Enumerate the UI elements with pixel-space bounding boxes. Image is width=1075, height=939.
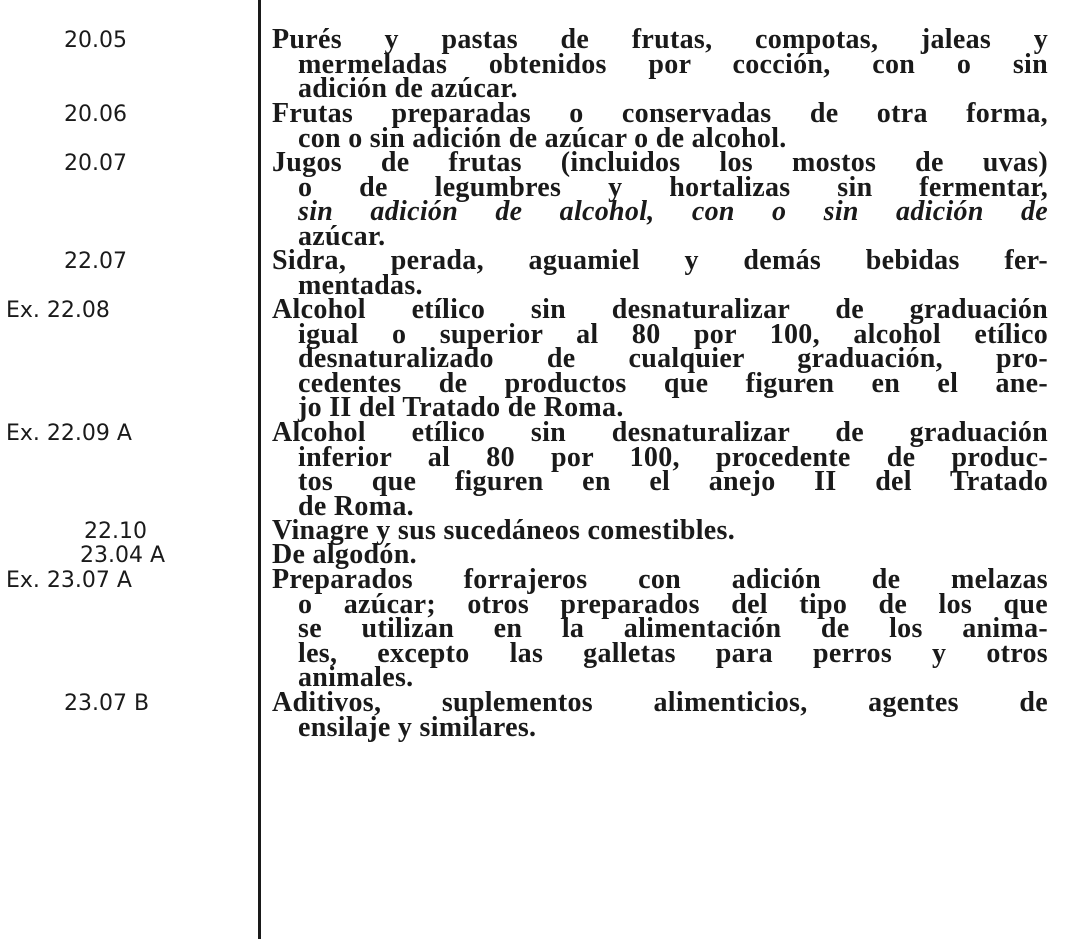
description-line: cedentes de productos que figuren en el ane- <box>298 367 1048 399</box>
tariff-code: 20.07 <box>64 151 127 176</box>
tariff-description <box>272 417 1048 522</box>
tariff-code: Ex. 22.08 <box>6 298 110 323</box>
tariff-description <box>272 98 1048 154</box>
tariff-code: 20.06 <box>64 102 127 127</box>
description-line: Jugos de frutas (incluidos los mostos de uvas) <box>272 147 1048 178</box>
tariff-code: 23.07 B <box>64 691 150 716</box>
description-line: Frutas preparadas o conservadas de otra forma, <box>272 98 1048 129</box>
description-line: animales. <box>298 662 414 693</box>
tariff-code: Ex. 22.09 A <box>6 421 132 446</box>
tariff-code: 23.04 A <box>80 543 166 568</box>
description-line: tos que figuren en el anejo II del Tratado <box>298 466 1048 497</box>
tariff-description <box>272 687 1048 743</box>
column-divider <box>258 0 261 939</box>
description-line: Aditivos, suplementos alimenticios, agentes de <box>272 687 1048 718</box>
description-line: o azúcar; otros preparados del tipo de los que <box>298 588 1048 620</box>
tariff-description <box>272 24 1048 104</box>
description-line: azúcar. <box>298 220 386 252</box>
description-line <box>272 196 1048 227</box>
description-line: desnaturalizado de cualquier graduación, pro- <box>298 343 1048 374</box>
tariff-code: 20.05 <box>64 28 127 53</box>
description-line: De algodón. <box>272 539 417 570</box>
description-line: mermeladas obtenidos por cocción, con o sin <box>298 48 1048 80</box>
description-line: Alcohol etílico sin desnaturalizar de graduación <box>272 294 1048 325</box>
description-line: mentadas. <box>298 269 423 301</box>
description-line: adición de azúcar. <box>298 73 518 104</box>
description-line: inferior al 80 por 100, procedente de produc- <box>298 441 1048 473</box>
description-line: Vinagre y sus sucedáneos comestibles. <box>272 515 735 546</box>
description-line: Sidra, perada, aguamiel y demás bebidas fer- <box>272 245 1048 276</box>
tariff-description <box>272 147 1048 252</box>
tariff-code: Ex. 23.07 A <box>6 568 132 593</box>
description-line: se utilizan en la alimentación de los anima- <box>298 613 1048 644</box>
description-line: les, excepto las galletas para perros y otros <box>298 637 1048 669</box>
description-line: o de legumbres y hortalizas sin fermentar, <box>298 171 1048 203</box>
description-line: Purés y pastas de frutas, compotas, jaleas y <box>272 24 1048 55</box>
tariff-description <box>272 294 1048 423</box>
description-line: con o sin adición de azúcar o de alcohol. <box>298 122 787 154</box>
description-line: igual o superior al 80 por 100, alcohol etílico <box>298 318 1048 350</box>
tariff-code: 22.10 <box>84 519 147 544</box>
description-line: ensilaje y similares. <box>298 711 537 743</box>
italic-text: sin adición de alcohol, con o sin adición de <box>298 196 1048 227</box>
description-line: jo II del Tratado de Roma. <box>298 392 624 423</box>
description-line: Preparados forrajeros con adición de melazas <box>272 564 1048 595</box>
description-line: de Roma. <box>298 490 414 522</box>
tariff-description <box>272 245 1048 301</box>
tariff-description <box>272 564 1048 693</box>
tariff-code: 22.07 <box>64 249 127 274</box>
description-line: Alcohol etílico sin desnaturalizar de graduación <box>272 417 1048 448</box>
